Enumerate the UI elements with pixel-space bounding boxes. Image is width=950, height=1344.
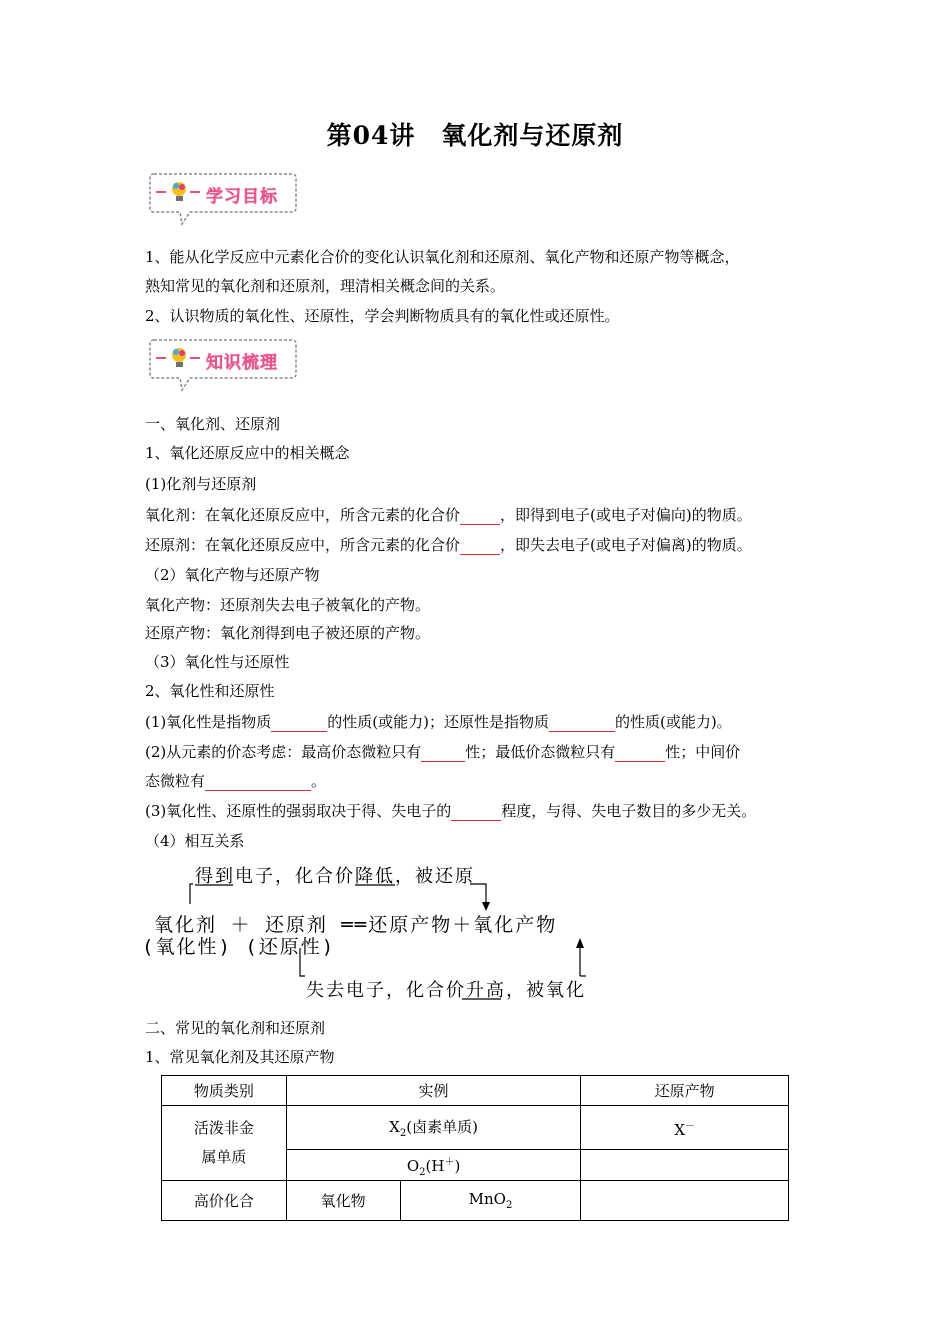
paragraph: 氧化产物：还原剂失去电子被氧化的产物。 (145, 596, 431, 614)
fill-blank[interactable] (421, 746, 465, 762)
gain-electrons-label: 得到电子，化合价降低，被还原 (195, 866, 475, 887)
table-cell: X－ (581, 1106, 789, 1150)
reductant-definition: 还原剂：在氧化还原反应中，所含元素的化合价 ，即失去电子(或电子对偏离)的物质。 (145, 536, 752, 554)
fill-blank[interactable] (271, 716, 327, 732)
lightbulb-icon (172, 182, 186, 201)
goal-line: 熟知常见的氧化剂和还原剂，理清相关概念间的关系。 (145, 277, 506, 295)
section-heading: 一、氧化剂、还原剂 (145, 415, 281, 433)
table-cell: 氧化物 (286, 1181, 400, 1221)
paragraph: （3）氧化性与还原性 (145, 653, 290, 671)
table-cell: 活泼非金 属单质 (162, 1106, 287, 1181)
redox-equation: 氧化剂 ＋ 还原剂 ══还原产物＋氧化产物 (154, 914, 558, 936)
question-2-cont: 态微粒有 。 (145, 772, 327, 790)
goal-line: 1、能从化学反应中元素化合价的变化认识氧化剂和还原剂、氧化产物和还原产物等概念， (145, 248, 740, 266)
knowledge-review-badge (146, 334, 298, 396)
table-cell (581, 1181, 789, 1221)
question-2: (2)从元素的价态考虑：最高价态微粒只有 性；最低价态微粒只有 性；中间价 (145, 743, 741, 761)
table-header: 实例 (286, 1076, 581, 1106)
table-cell: $O_2(H^+)$ (286, 1150, 581, 1181)
table-cell: 高价化合 (162, 1181, 287, 1221)
paragraph: （4）相互关系 (145, 832, 245, 850)
section-heading: 二、常见的氧化剂和还原剂 (145, 1019, 326, 1037)
fill-blank[interactable] (205, 775, 311, 791)
properties-label: (氧化性) (还原性) (142, 936, 336, 958)
fill-blank[interactable] (460, 539, 500, 555)
goal-line: 2、认识物质的氧化性、还原性，学会判断物质具有的氧化性或还原性。 (145, 307, 620, 325)
paragraph: 还原产物：氧化剂得到电子被还原的产物。 (145, 624, 431, 642)
subsection-heading: 1、常见氧化剂及其还原产物 (145, 1048, 335, 1066)
lose-electrons-label: 失去电子，化合价升高，被氧化 (306, 980, 586, 1001)
table-header: 物质类别 (162, 1076, 287, 1106)
learning-goals-badge (146, 168, 298, 230)
table-cell (581, 1150, 789, 1181)
fill-blank[interactable] (549, 716, 615, 732)
page-title: 第04讲 氧化剂与还原剂 (326, 121, 624, 150)
question-3: (3)氧化性、还原性的强弱取决于得、失电子的 程度，与得、失电子数目的多少无关。 (145, 802, 757, 820)
redox-relationship-diagram (140, 858, 610, 1008)
badge-label: 知识梳理 (206, 353, 278, 373)
badge-label: 学习目标 (206, 187, 278, 207)
paragraph: （2）氧化产物与还原产物 (145, 566, 320, 584)
fill-blank[interactable] (460, 509, 500, 525)
oxidant-table (161, 1075, 789, 1221)
lightbulb-icon (172, 348, 186, 367)
question-1: (1)氧化性是指物质 的性质(或能力)；还原性是指物质 的性质(或能力)。 (145, 713, 732, 731)
oxidant-definition: 氧化剂：在氧化还原反应中，所含元素的化合价 ，即得到电子(或电子对偏向)的物质。 (145, 506, 752, 524)
table-cell: $X_2$(卤素单质) (286, 1106, 581, 1150)
table-header: 还原产物 (581, 1076, 789, 1106)
paragraph: (1)化剂与还原剂 (145, 475, 257, 493)
table-cell: MnO$_2$ (400, 1181, 581, 1221)
fill-blank[interactable] (451, 805, 501, 821)
subsection-heading: 2、氧化性和还原性 (145, 682, 275, 700)
subsection-heading: 1、氧化还原反应中的相关概念 (145, 444, 350, 462)
fill-blank[interactable] (615, 746, 665, 762)
